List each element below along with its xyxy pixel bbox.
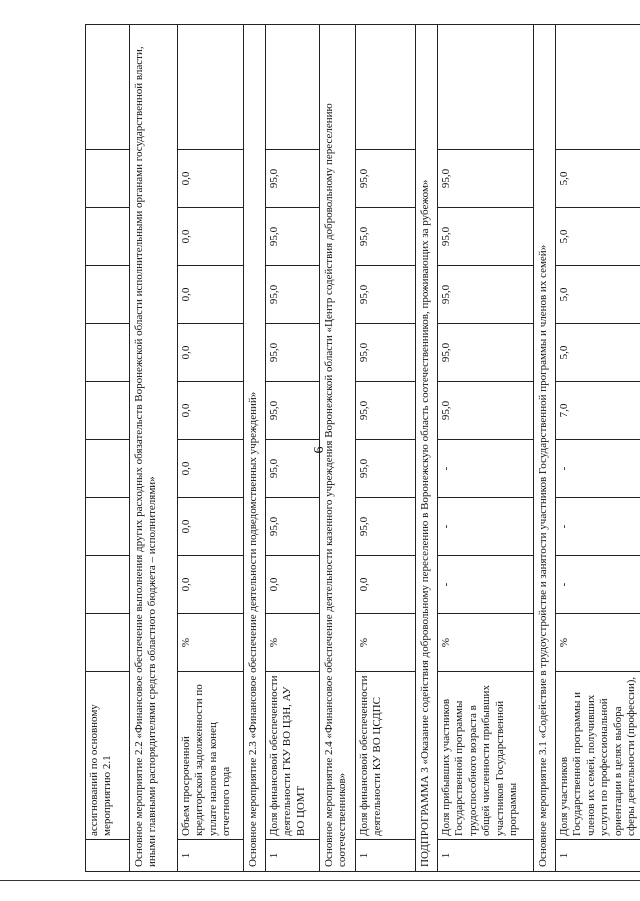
value-cell: 95,0 <box>266 440 320 498</box>
empty-cell <box>356 25 416 150</box>
section-title: Основное мероприятие 2.2 «Финансовое обеспечение выполнения других расходных обязательств Воронежской области исполнительными органами государственной власти, иными главными распорядителями средств областного бюджета – исполнителями» <box>130 25 178 872</box>
page-number: 6 <box>312 446 327 454</box>
row-number: 1 <box>556 840 640 872</box>
row-number: 1 <box>438 840 534 872</box>
indicator-name: Объем просроченной кредиторской задолженности по уплате налогов на конец отчетного года <box>178 672 244 840</box>
indicator-name: Доля финансовой обеспеченности деятельности ГКУ ВО ЦЗН, АУ ВО ЦОМТ <box>266 672 320 840</box>
empty-cell <box>266 25 320 150</box>
value-cell: 95,0 <box>266 498 320 556</box>
section-header-row <box>244 25 266 872</box>
value-cell: 0,0 <box>178 208 244 266</box>
value-cell: 95,0 <box>266 382 320 440</box>
value-cell: - <box>556 440 640 498</box>
value-cell: 95,0 <box>356 440 416 498</box>
section-title: ПОДПРОГРАММА 3 «Оказание содействия добровольному переселению в Воронежскую область соотечественников, проживающих за рубежом» <box>416 25 438 872</box>
table-row <box>178 25 244 872</box>
value-cell: - <box>556 498 640 556</box>
section-header-row <box>534 25 556 872</box>
value-cell: 95,0 <box>438 266 534 324</box>
value-cell: 95,0 <box>438 382 534 440</box>
row-number: 1 <box>266 840 320 872</box>
table-row <box>266 25 320 872</box>
empty-cell <box>178 25 244 150</box>
value-cell: 5,0 <box>556 266 640 324</box>
value-cell: 95,0 <box>266 208 320 266</box>
row-number: 1 <box>178 840 244 872</box>
section-header-row <box>130 25 178 872</box>
section-title: Основное мероприятие 3.1 «Содействие в трудоустройстве и занятости участников Государственной программы и членов их семей» <box>534 25 556 872</box>
rotated-page-content <box>85 25 638 872</box>
value-cell: 0,0 <box>178 266 244 324</box>
value-cell: 0,0 <box>178 498 244 556</box>
value-cell: 95,0 <box>356 324 416 382</box>
empty-cell <box>556 25 640 150</box>
unit-cell: % <box>266 614 320 672</box>
value-cell: 5,0 <box>556 208 640 266</box>
indicators-table <box>85 24 640 872</box>
value-cell: 95,0 <box>438 208 534 266</box>
section-title: Основное мероприятие 2.3 «Финансовое обеспечение деятельности подведомственных учреждений» <box>244 25 266 872</box>
table-row <box>438 25 534 872</box>
indicator-name: Доля прибывших участников Государственной программы трудоспособного возраста в общей численности прибывших участников Государственной программы <box>438 672 534 840</box>
indicator-name: Доля финансовой обеспеченности деятельности КУ ВО ЦСДПС <box>356 672 416 840</box>
value-cell: 95,0 <box>266 266 320 324</box>
value-cell: 0,0 <box>356 556 416 614</box>
section-title: Основное мероприятие 2.4 «Финансовое обеспечение деятельности казенного учреждения Воронежской области «Центр содействия добровольному переселению соотечественников» <box>320 25 356 872</box>
value-cell: 95,0 <box>438 150 534 208</box>
value-cell: - <box>438 440 534 498</box>
value-cell: 95,0 <box>356 208 416 266</box>
unit-cell: % <box>556 614 640 672</box>
value-cell: 95,0 <box>356 150 416 208</box>
value-cell: 95,0 <box>356 266 416 324</box>
unit-cell: % <box>438 614 534 672</box>
value-cell: - <box>556 556 640 614</box>
value-cell: 95,0 <box>356 382 416 440</box>
unit-cell: % <box>178 614 244 672</box>
value-cell: 0,0 <box>178 324 244 382</box>
value-cell: 95,0 <box>266 150 320 208</box>
section-header-row <box>320 25 356 872</box>
table-row <box>556 25 640 872</box>
value-cell: 0,0 <box>178 440 244 498</box>
row-number: 1 <box>356 840 416 872</box>
value-cell: - <box>438 498 534 556</box>
page-bottom-divider <box>0 880 640 881</box>
value-cell: 0,0 <box>178 150 244 208</box>
value-cell: - <box>438 556 534 614</box>
unit-cell: % <box>356 614 416 672</box>
value-cell: 0,0 <box>178 382 244 440</box>
continuation-text: ассигнований по основному мероприятию 2.1 <box>86 672 130 840</box>
indicator-name: Доля участников Государственной программы и членов их семей, получивших услуги по профессиональной ориентации в целях выбора сферы деятельности (профессии), <box>556 672 640 840</box>
value-cell: 0,0 <box>178 556 244 614</box>
table-row <box>356 25 416 872</box>
empty-cell <box>438 25 534 150</box>
section-header-row <box>416 25 438 872</box>
value-cell: 95,0 <box>356 498 416 556</box>
value-cell: 0,0 <box>266 556 320 614</box>
table-row-continuation <box>86 25 130 872</box>
value-cell: 5,0 <box>556 324 640 382</box>
value-cell: 7,0 <box>556 382 640 440</box>
value-cell: 95,0 <box>438 324 534 382</box>
value-cell: 5,0 <box>556 150 640 208</box>
value-cell: 95,0 <box>266 324 320 382</box>
